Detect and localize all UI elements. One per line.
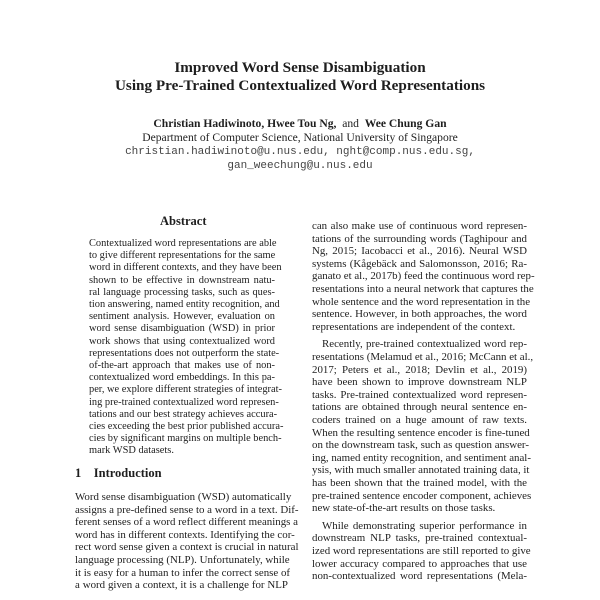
text-line: tations of the surrounding words (Taghipour and (312, 232, 527, 245)
text-line: ferent senses of a word reflect different meanings a (75, 516, 298, 529)
text-line: of-the-art approach that makes use of non- (89, 360, 275, 371)
text-line: pre-trained sentence encoder component, achieves (312, 489, 532, 502)
author-name: Christian Hadiwinoto, (153, 117, 265, 130)
author-name: Hwee Tou Ng, (267, 117, 337, 130)
text-line: it is easy for a human to infer the correct sense of (75, 566, 291, 579)
text-line: mark WSD datasets. (89, 445, 174, 457)
text-line: resentations into a neural network that captures the (312, 283, 534, 295)
paper-title-line-2: Using Pre-Trained Contextualized Word Representations (114, 77, 486, 94)
text-line: whole sentence and the word representation in the (312, 295, 531, 308)
text-line: word sense disambiguation (WSD) in prior (89, 323, 275, 335)
section-title: Introduction (93, 466, 162, 480)
text-line: Recently, pre-trained contextualized word rep- (322, 338, 527, 351)
text-line: to give different representations for the same (89, 250, 276, 262)
text-line: have been shown to improve downstream NLP (312, 376, 527, 389)
text-line: per, we explore different strategies of integrat- (89, 384, 282, 396)
text-line: ysis, with much smaller annotated training data, it (312, 464, 530, 477)
text-line: shown to be effective in downstream natu- (89, 274, 275, 286)
text-line: word in different contexts, and they have been (89, 262, 282, 274)
abstract-heading: Abstract (160, 214, 207, 228)
text-line: 2017; Peters et al., 2018; Devlin et al., 2019) (312, 363, 527, 376)
text-line: new state-of-the-art results on those tasks. (312, 502, 496, 515)
text-line: sentence. However, in both approaches, the word (312, 308, 527, 321)
text-line: language processing (NLP). Unfortunately, while (75, 554, 290, 566)
text-line: a word given a context, it is a challenge for NLP (75, 579, 288, 592)
text-line: work shows that using contextualized word (89, 335, 275, 347)
text-line: lower accuracy compared to approaches that use (312, 557, 527, 570)
author-conjunction: and (342, 117, 359, 130)
text-line: ing, named entity recognition, and sentiment anal- (312, 451, 531, 464)
text-line: cies by significant margins on multiple bench- (89, 433, 282, 445)
text-line: rect word sense given a context is crucial in natural (75, 541, 299, 554)
text-line: ganato et al., 2017b) feed the continuous word rep- (312, 270, 535, 283)
text-line: Word sense disambiguation (WSD) automatically (75, 491, 292, 503)
author-name: Wee Chung Gan (364, 117, 447, 130)
text-line: ing pre-trained contextualized word represen- (89, 396, 279, 408)
author-emails-line-1: christian.hadiwinoto@u.nus.edu, nght@comp.nus.edu.sg, (125, 146, 475, 158)
author-list (0, 117, 600, 130)
text-line: representations does not outperform the state- (89, 347, 280, 359)
text-line: non-contextualized word representations (Mela- (312, 570, 527, 583)
text-line: ized word representations are still reported to give (312, 545, 531, 557)
text-line: While demonstrating superior performance in (322, 519, 527, 532)
text-line: representations are independent of the context. (312, 320, 516, 333)
text-line: tations and our best strategy achieves accura- (89, 408, 278, 420)
text-line: contextualized word embeddings. In this pa- (89, 372, 275, 384)
text-line: tasks. Pre-trained contextualized word represen- (312, 388, 527, 401)
affiliation: Department of Computer Science, National University of Singapore (142, 131, 458, 144)
text-line: systems (Kågebäck and Salomonsson, 2016; Ra- (312, 257, 527, 270)
text-line: tations are obtained through neural sentence en- (312, 401, 527, 414)
text-line: ral language processing tasks, such as ques- (89, 286, 275, 298)
text-line: cies exceeding the best prior published accura- (89, 421, 284, 432)
text-line: on the downstream task, such as question answer- (312, 439, 529, 452)
text-line: downstream NLP tasks, pre-trained contextual- (312, 532, 527, 545)
text-line: Ng, 2015; Iacobacci et al., 2016). Neural WSD (312, 245, 527, 258)
text-line: can also make use of continuous word represen- (312, 220, 527, 232)
text-line: has been shown that the trained model, with the (312, 477, 527, 489)
text-line: coders trained on a huge amount of raw texts. (312, 414, 527, 426)
text-line: sentiment analysis. However, evaluation on (89, 311, 275, 323)
section-heading-introduction (75, 466, 162, 481)
text-line: resentations (Melamud et al., 2016; McCann et al., (312, 351, 534, 363)
text-line: tion answering, named entity recognition, and (89, 299, 280, 310)
section-number: 1 (75, 466, 82, 480)
text-line: assigns a pre-defined sense to a word in a text. Dif- (75, 503, 299, 516)
text-line: word has in different contexts. Identifying the cor- (75, 528, 295, 541)
text-line: Contextualized word representations are able (89, 238, 277, 249)
paper-title-line-1: Improved Word Sense Disambiguation (174, 59, 426, 76)
text-line: When the resulting sentence encoder is fine-tuned (312, 426, 530, 439)
author-emails-line-2: gan_weechung@u.nus.edu (227, 160, 373, 172)
